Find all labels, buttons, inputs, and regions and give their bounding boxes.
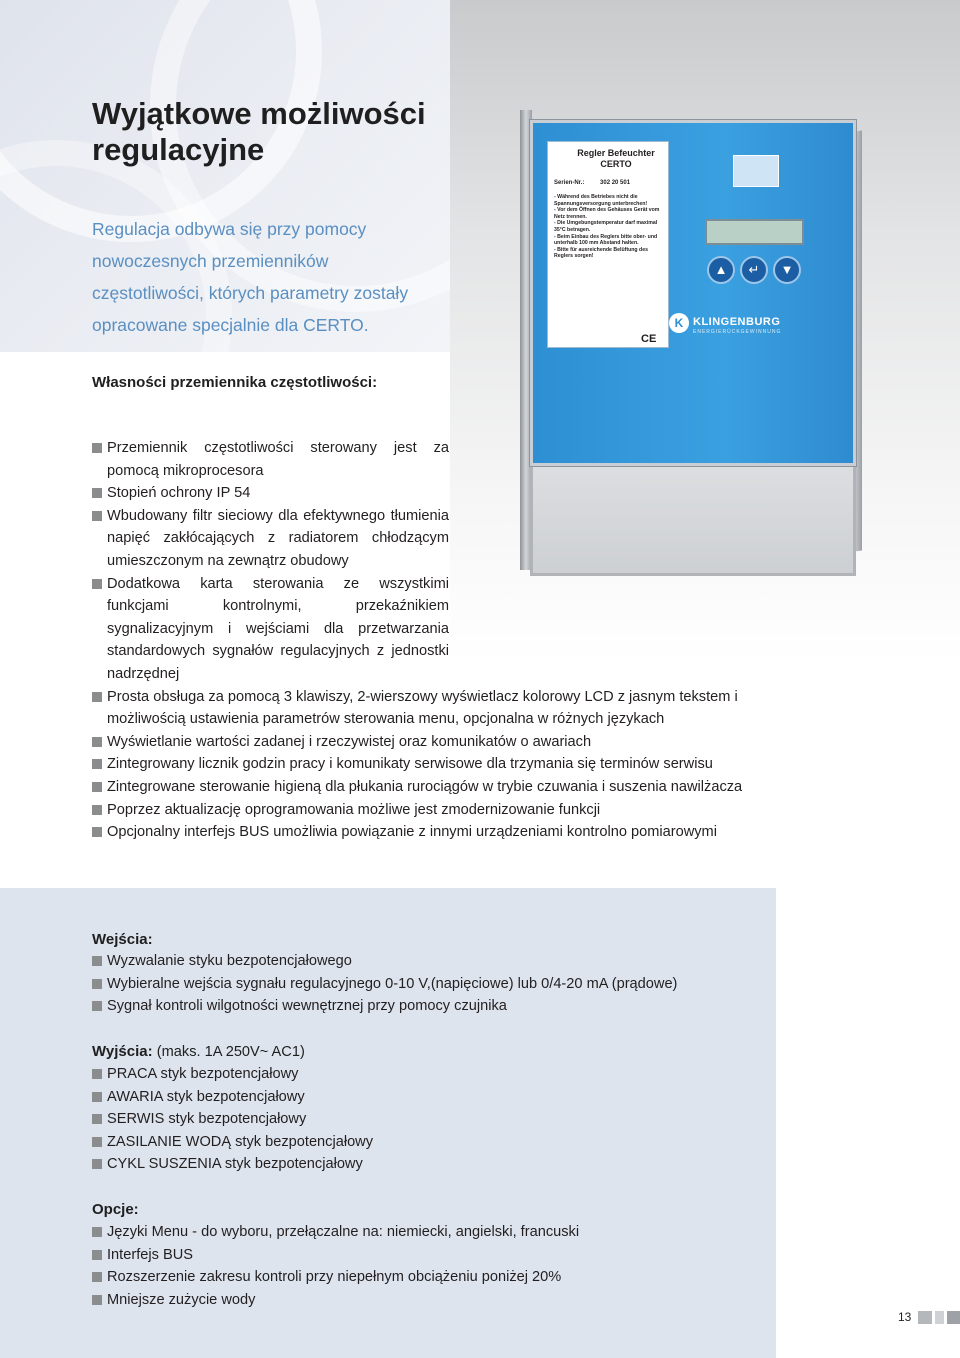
bullet-square-icon [92, 1001, 102, 1011]
list-item: Wyświetlanie wartości zadanej i rzeczywistej oraz komunikatów o awariach [92, 731, 792, 754]
serial-value: 302 20 501 [600, 180, 631, 186]
brand-name: KLINGENBURG [693, 316, 781, 328]
device-serial [554, 180, 666, 186]
bullet-square-icon [92, 1092, 102, 1102]
list-item: Mniejsze zużycie wody [92, 1289, 772, 1312]
page-title: Wyjątkowe możliwości regulacyjne [92, 96, 426, 167]
list-item: Języki Menu - do wyboru, przełączalne na: niemiecki, angielski, francuski [92, 1221, 772, 1244]
down-arrow-icon: ▼ [773, 256, 801, 284]
bullet-square-icon [92, 827, 102, 837]
list-item: Wyzwalanie styku bezpotencjałowego [92, 950, 772, 973]
bullet-square-icon [92, 805, 102, 815]
list-item: Przemiennik częstotliwości sterowany jest za pomocą mikroprocesora [92, 437, 449, 482]
device-front-panel [530, 120, 856, 466]
list-item: ZASILANIE WODĄ styk bezpotencjałowy [92, 1131, 772, 1154]
page-number: 13 [898, 1310, 912, 1324]
brand-logo-icon: K [669, 313, 689, 333]
options-heading: Opcje: [92, 1201, 139, 1218]
inputs-heading: Wejścia: [92, 931, 153, 948]
list-item: Wybieralne wejścia sygnału regulacyjnego 0-10 V,(napięciowe) lub 0/4-20 mA (prądowe) [92, 973, 772, 996]
list-item: Opcjonalny interfejs BUS umożliwia powiązanie z innymi urządzeniami kontrolno pomiarowymi [92, 821, 792, 844]
features-heading: Własności przemiennika częstotliwości: [92, 374, 378, 391]
bullet-square-icon [92, 782, 102, 792]
bullet-square-icon [92, 1295, 102, 1305]
list-item: Zintegrowany licznik godzin pracy i komunikaty serwisowe dla trzymania się terminów serwisu [92, 753, 792, 776]
bullet-square-icon [92, 443, 102, 453]
list-item: Stopień ochrony IP 54 [92, 482, 449, 505]
device-warnings: - Während des Betriebes nicht die Spannungsversorgung unterbrechen! - Vor dem Öffnen des Gehäuses Gerät vom Netz trennen. - Die Umgebungstemperatur darf maximal 35°C betragen. - Beim Einbau des Reglers bitte ober- und unterhalb 100 mm Abstand halten. - Bitte für ausreichende Belüftung des Reglers sorgen! [554, 194, 660, 260]
bullet-square-icon [92, 956, 102, 966]
outputs-list [92, 1063, 772, 1176]
bullet-square-icon [92, 692, 102, 702]
list-item: CYKL SUSZENIA styk bezpotencjałowy [92, 1153, 772, 1176]
inputs-list [92, 950, 772, 1018]
list-item: SERWIS styk bezpotencjałowy [92, 1108, 772, 1131]
wiring-diagram-icon [733, 155, 779, 187]
bullet-square-icon [92, 1250, 102, 1260]
device-label-title: Regler Befeuchter CERTO [577, 148, 655, 169]
bullet-square-icon [92, 1159, 102, 1169]
page-number-bar [918, 1311, 932, 1324]
list-item: Zintegrowane sterowanie higieną dla płukania rurociągów w trybie czuwania i suszenia nawilżacza [92, 776, 792, 799]
outputs-heading [92, 1041, 305, 1063]
serial-label: Serien-Nr.: [554, 180, 585, 186]
list-item: Poprzez aktualizację oprogramowania możliwe jest zmodernizowanie funkcji [92, 799, 792, 822]
bullet-square-icon [92, 1137, 102, 1147]
ce-mark: CE [641, 333, 657, 345]
list-item: Rozszerzenie zakresu kontroli przy niepełnym obciążeniu poniżej 20% [92, 1266, 772, 1289]
outputs-rating-note: (maks. 1A 250V~ AC1) [156, 1044, 305, 1060]
device-lcd-display [705, 219, 804, 245]
brand-tagline: ENERGIERÜCKGEWINNUNG [693, 329, 782, 335]
up-arrow-icon: ▲ [707, 256, 735, 284]
features-list [92, 437, 792, 844]
bullet-square-icon [92, 979, 102, 989]
bullet-square-icon [92, 1069, 102, 1079]
list-item: PRACA styk bezpotencjałowy [92, 1063, 772, 1086]
bullet-square-icon [92, 1114, 102, 1124]
list-item: Sygnał kontroli wilgotności wewnętrznej przy pomocy czujnika [92, 995, 772, 1018]
bullet-square-icon [92, 759, 102, 769]
list-item: Wbudowany filtr sieciowy dla efektywnego tłumienia napięć zakłócających z radiatorem chłodzącym umieszczonym na zewnątrz obudowy [92, 505, 449, 573]
page-number-bar [935, 1311, 944, 1324]
bullet-square-icon [92, 1272, 102, 1282]
list-item: Dodatkowa karta sterowania ze wszystkimi funkcjami kontrolnymi, przekaźnikiem sygnalizacyjnym i wejściami dla przetwarzania standardowych sygnałów regulacyjnych z jednostki nadrzędnej [92, 573, 449, 686]
bullet-square-icon [92, 511, 102, 521]
bullet-square-icon [92, 1227, 102, 1237]
enter-icon: ↵ [740, 256, 768, 284]
bullet-square-icon [92, 488, 102, 498]
intro-paragraph: Regulacja odbywa się przy pomocy nowoczesnych przemienników częstotliwości, których parametry zostały opracowane specjalnie dla CERTO. [92, 219, 409, 335]
bullet-square-icon [92, 579, 102, 589]
list-item: Interfejs BUS [92, 1244, 772, 1267]
list-item: Prosta obsługa za pomocą 3 klawiszy, 2-wierszowy wyświetlacz kolorowy LCD z jasnym tekstem i możliwością ustawienia parametrów sterowania menu, opcjonalna w różnych językach [92, 686, 792, 731]
device-label-card [547, 141, 669, 348]
list-item: AWARIA styk bezpotencjałowy [92, 1086, 772, 1109]
page-number-bar [947, 1311, 960, 1324]
bullet-square-icon [92, 737, 102, 747]
options-list [92, 1221, 772, 1311]
outputs-heading-label: Wyjścia: [92, 1043, 153, 1060]
